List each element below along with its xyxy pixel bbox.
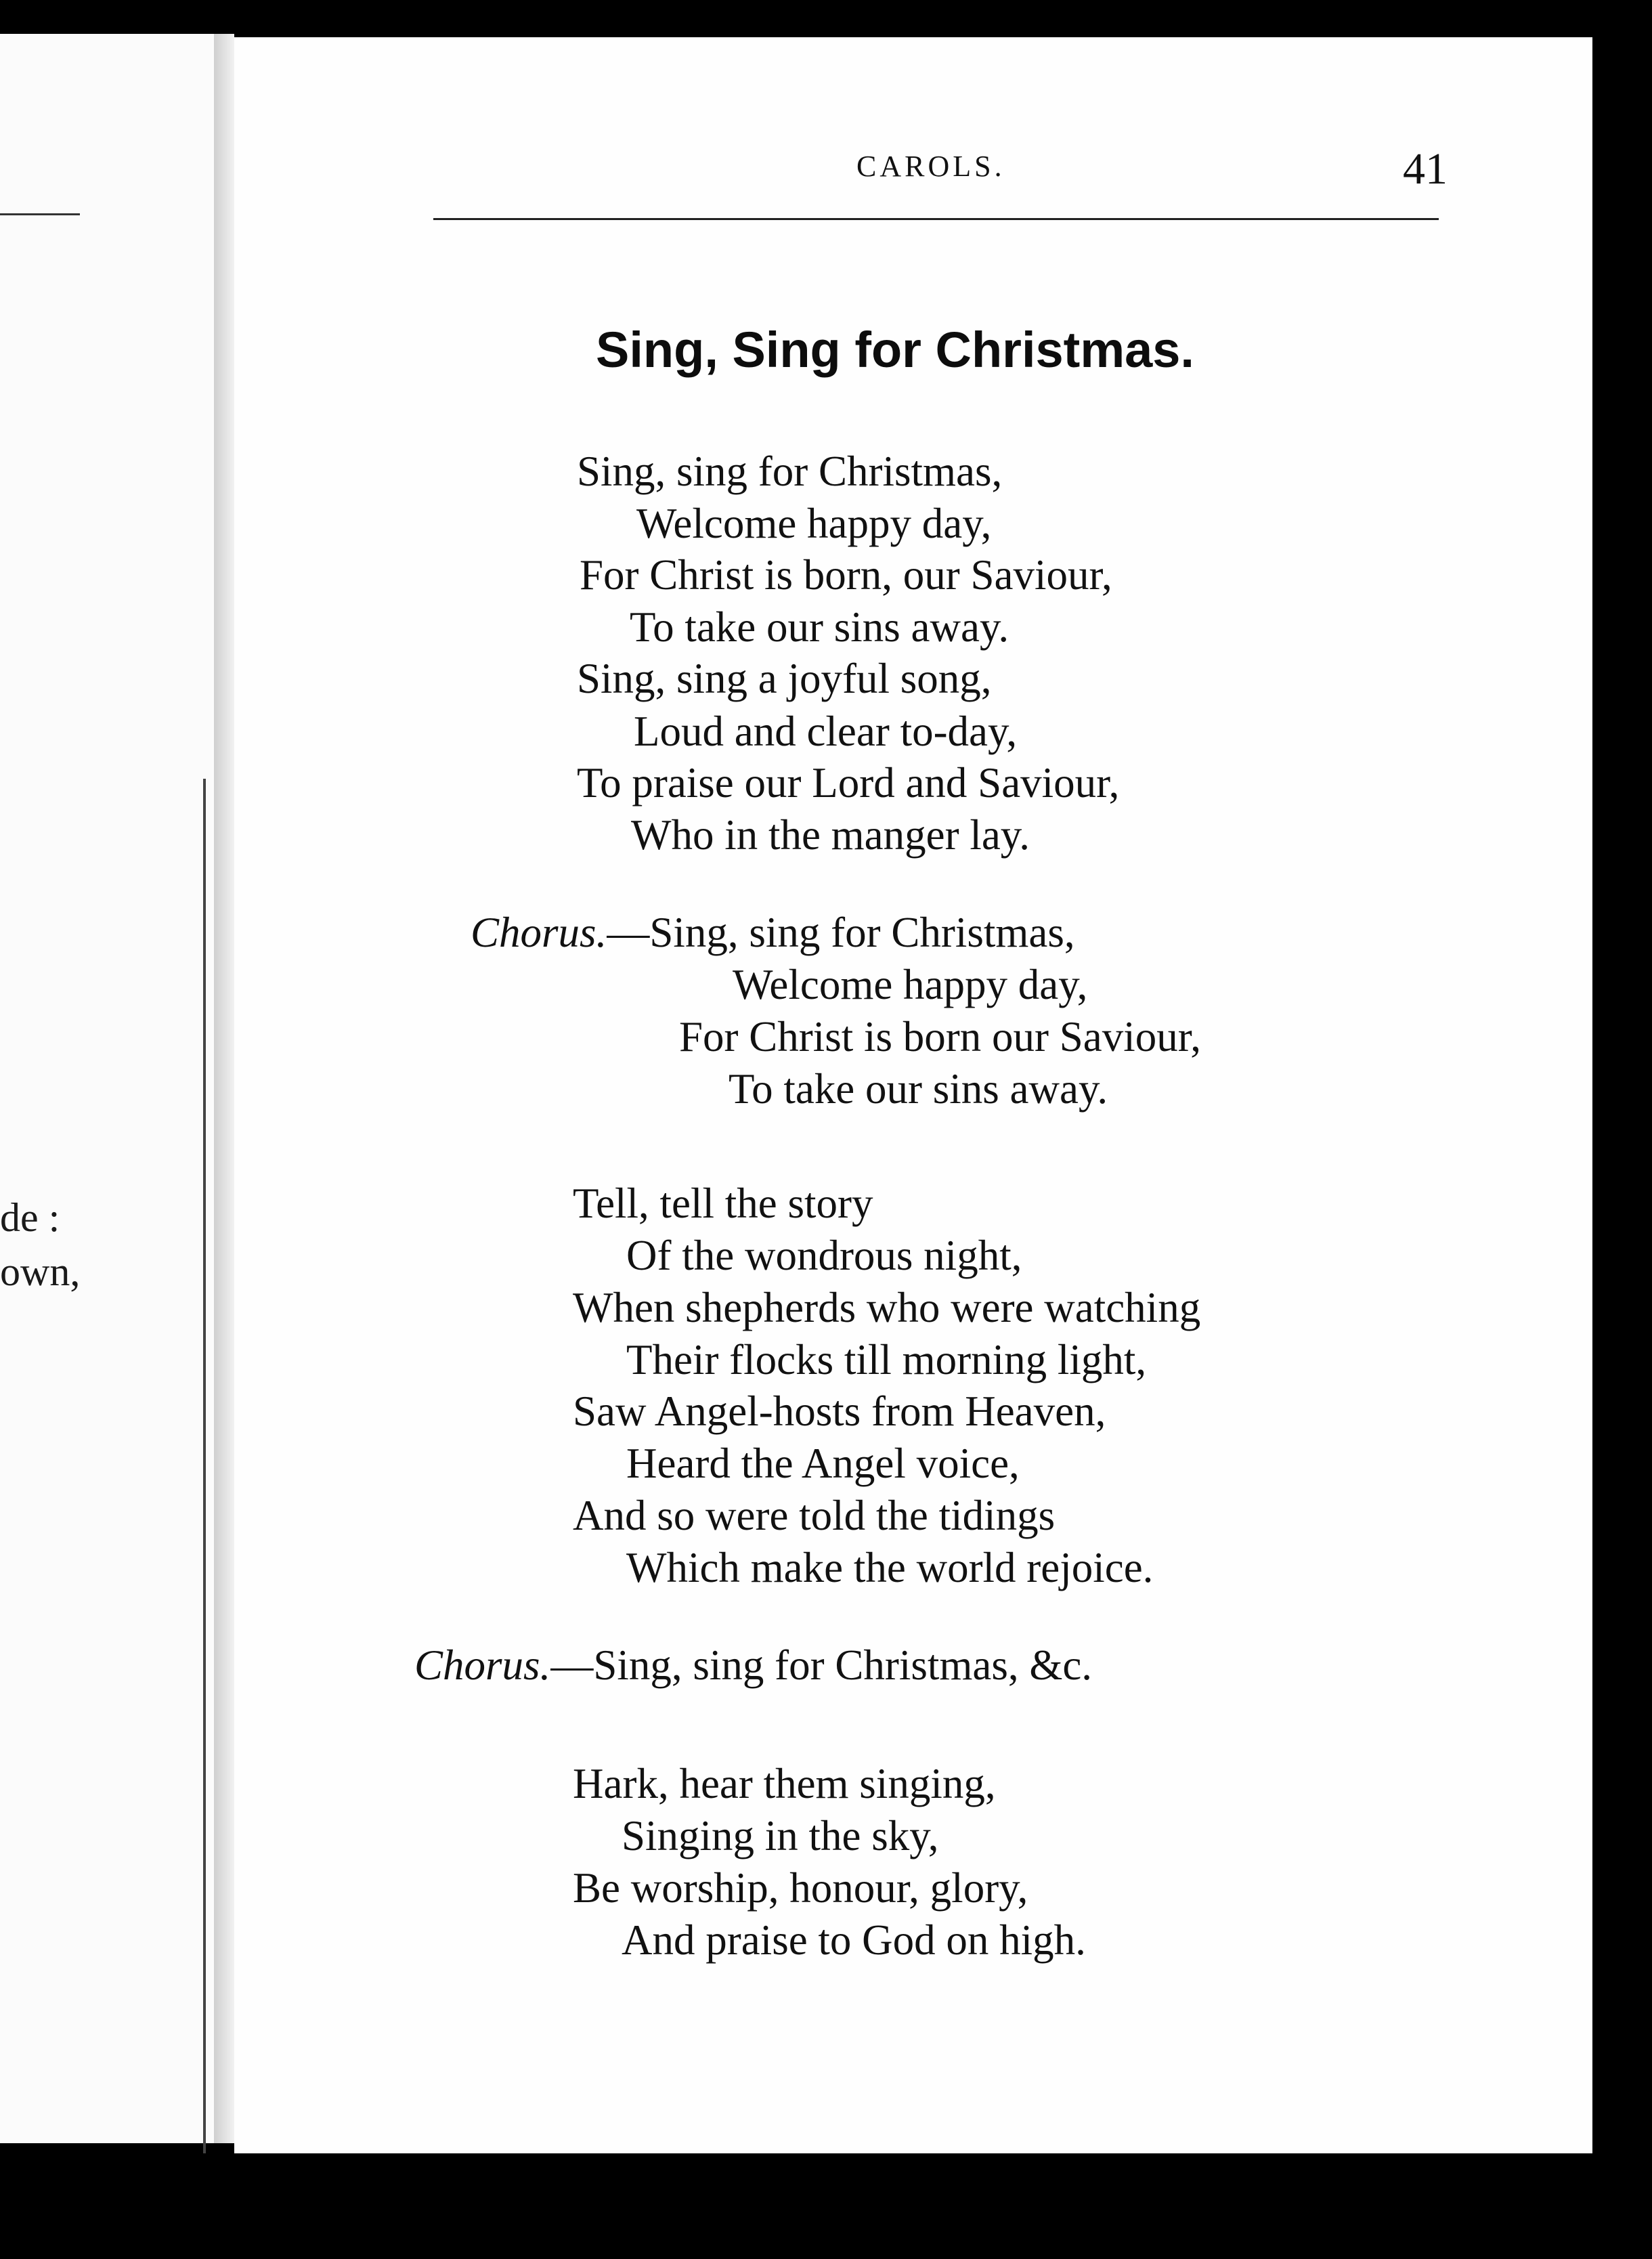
previous-page-rule — [0, 213, 80, 215]
verse-line: Heard the Angel voice, — [626, 1440, 1020, 1487]
chorus-line: —Sing, sing for Christmas, — [607, 909, 1075, 956]
previous-page-fragment: own, — [0, 1249, 81, 1294]
verse-line: Hark, hear them singing, — [573, 1760, 996, 1807]
page-gutter — [214, 34, 234, 2143]
verse-line: And so were told the tidings — [573, 1492, 1056, 1539]
chorus-label: Chorus. — [414, 1641, 551, 1689]
verse-line: To take our sins away. — [630, 603, 1009, 651]
chorus-line: —Sing, sing for Christmas, &c. — [550, 1641, 1093, 1689]
chorus-line: To take our sins away. — [729, 1065, 1108, 1113]
chorus-line: Welcome happy day, — [733, 961, 1088, 1008]
verse-line: And praise to God on high. — [622, 1916, 1086, 1964]
verse-line: Tell, tell the story — [573, 1180, 873, 1227]
verse-line: Singing in the sky, — [622, 1812, 939, 1859]
page-number: 41 — [1403, 144, 1448, 194]
verse-line: Sing, sing a joyful song, — [577, 655, 992, 702]
verse-line: To praise our Lord and Saviour, — [577, 759, 1120, 806]
verse-line: Welcome happy day, — [636, 500, 992, 547]
previous-page-edge — [0, 34, 214, 2143]
chorus-label: Chorus. — [471, 909, 607, 956]
chorus-first-line — [471, 911, 1075, 954]
verse-line: For Christ is born, our Saviour, — [580, 551, 1112, 599]
previous-page-fragment: de : — [0, 1195, 60, 1240]
verse-line: Their flocks till morning light, — [626, 1336, 1147, 1383]
verse-line: Of the wondrous night, — [626, 1232, 1022, 1279]
hymn-title: Sing, Sing for Christmas. — [596, 322, 1194, 378]
chorus-line: For Christ is born our Saviour, — [679, 1013, 1201, 1060]
header-rule — [433, 218, 1439, 220]
verse-line: When shepherds who were watching — [573, 1284, 1201, 1331]
verse-line: Who in the manger lay. — [631, 811, 1030, 859]
chorus-short-line — [414, 1641, 1093, 1689]
running-head: CAROLS. — [856, 150, 1005, 183]
verse-line: Saw Angel-hosts from Heaven, — [573, 1387, 1106, 1435]
gutter-line — [203, 779, 206, 2153]
verse-line: Sing, sing for Christmas, — [577, 448, 1003, 495]
verse-line: Loud and clear to-day, — [634, 708, 1018, 755]
verse-line: Be worship, honour, glory, — [573, 1864, 1028, 1912]
verse-line: Which make the world rejoice. — [626, 1544, 1154, 1591]
